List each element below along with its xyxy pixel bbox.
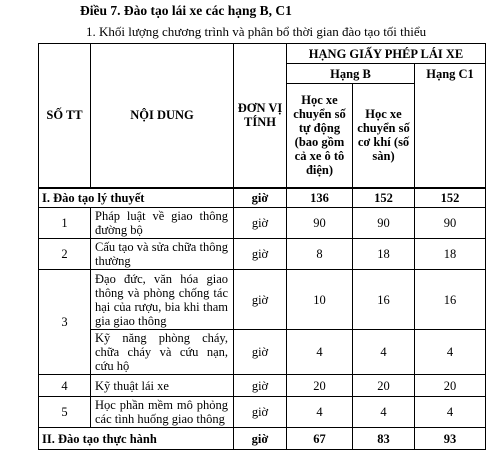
b-manual-cell: 4 (353, 397, 415, 428)
b-auto-cell: 4 (287, 397, 353, 428)
table-row (39, 270, 486, 330)
stt-cell: 4 (39, 375, 91, 397)
table-row (39, 239, 486, 270)
b-auto-cell: 67 (287, 428, 353, 450)
header-stt: SỐ TT (39, 44, 91, 188)
header-content: NỘI DUNG (91, 44, 234, 188)
b-manual-cell: 16 (353, 270, 415, 330)
table-row (39, 208, 486, 239)
header-class-b: Hạng B (287, 64, 415, 84)
header-unit: ĐƠN VỊ TÍNH (234, 44, 287, 188)
content-cell: Học phần mềm mô phỏng các tình huống giao thông (91, 397, 234, 428)
b-manual-cell: 18 (353, 239, 415, 270)
content-cell: Cấu tạo và sửa chữa thông thường (91, 239, 234, 270)
table-row (39, 375, 486, 397)
unit-cell: giờ (234, 375, 287, 397)
header-license-class: HẠNG GIẤY PHÉP LÁI XE (287, 44, 486, 64)
header-class-c1: Hạng C1 (415, 64, 486, 188)
c1-cell: 152 (415, 188, 486, 208)
article-heading: Điều 7. Đào tạo lái xe các hạng B, C1 (80, 3, 292, 18)
c1-cell: 93 (415, 428, 486, 450)
c1-cell: 4 (415, 397, 486, 428)
unit-cell: giờ (234, 270, 287, 330)
content-cell: Đạo đức, văn hóa giao thông và phòng chống tác hại của rượu, bia khi tham gia giao thông (91, 270, 234, 330)
section-subheading: 1. Khối lượng chương trình và phân bổ thời gian đào tạo tối thiểu (86, 24, 427, 39)
b-manual-cell: 83 (353, 428, 415, 450)
c1-cell: 16 (415, 270, 486, 330)
b-manual-cell: 4 (353, 330, 415, 375)
header-b-auto: Học xe chuyển số tự động (bao gồm cả xe ô tô điện) (287, 84, 353, 188)
stt-cell: 5 (39, 397, 91, 428)
b-auto-cell: 4 (287, 330, 353, 375)
unit-cell: giờ (234, 330, 287, 375)
c1-cell: 90 (415, 208, 486, 239)
unit-cell: giờ (234, 397, 287, 428)
table-row (39, 330, 486, 375)
section-row-practice (39, 428, 486, 450)
b-manual-cell: 90 (353, 208, 415, 239)
c1-cell: 20 (415, 375, 486, 397)
c1-cell: 18 (415, 239, 486, 270)
section-row-theory (39, 188, 486, 208)
b-manual-cell: 152 (353, 188, 415, 208)
c1-cell: 4 (415, 330, 486, 375)
b-manual-cell: 20 (353, 375, 415, 397)
content-cell: Kỹ năng phòng cháy, chữa cháy và cứu nạn, cứu hộ (91, 330, 234, 375)
content-cell: Pháp luật về giao thông đường bộ (91, 208, 234, 239)
unit-cell: giờ (234, 208, 287, 239)
unit-cell: giờ (234, 428, 287, 450)
header-b-manual: Học xe chuyển số cơ khí (số sàn) (353, 84, 415, 188)
section-title: II. Đào tạo thực hành (39, 428, 234, 450)
unit-cell: giờ (234, 188, 287, 208)
content-cell: Kỹ thuật lái xe (91, 375, 234, 397)
stt-cell: 3 (39, 270, 91, 375)
unit-cell: giờ (234, 239, 287, 270)
b-auto-cell: 20 (287, 375, 353, 397)
section-title: I. Đào tạo lý thuyết (39, 188, 234, 208)
table-row (39, 397, 486, 428)
stt-cell: 2 (39, 239, 91, 270)
b-auto-cell: 90 (287, 208, 353, 239)
b-auto-cell: 8 (287, 239, 353, 270)
b-auto-cell: 10 (287, 270, 353, 330)
training-hours-table (38, 43, 486, 450)
b-auto-cell: 136 (287, 188, 353, 208)
stt-cell: 1 (39, 208, 91, 239)
